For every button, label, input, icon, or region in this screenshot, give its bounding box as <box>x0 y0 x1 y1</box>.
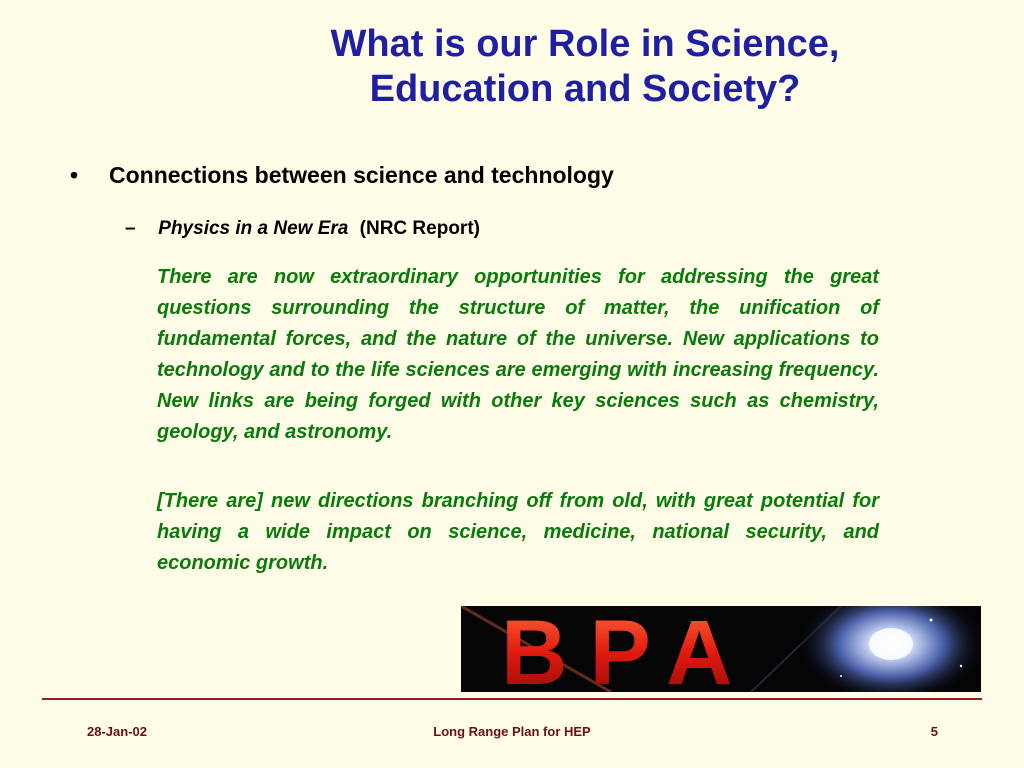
sub-bullet-dash: – <box>125 218 136 239</box>
bullet-text: Connections between science and technology <box>109 162 614 188</box>
report-title: Physics in a New Era <box>158 218 349 239</box>
footer-date: 28-Jan-02 <box>87 724 147 739</box>
page-number: 5 <box>930 724 938 739</box>
footer-divider <box>42 698 982 700</box>
bpa-logo-text: BPA <box>501 606 755 692</box>
slide-title <box>150 22 1020 112</box>
report-source: (NRC Report) <box>359 218 480 239</box>
quote-paragraph-1: There are now extraordinary opportunities for addressing the great questions surrounding the structure of matter, the unification of fundamental forces, and the nature of the universe. New applications to technology and to the life sciences are emerging with increasing frequency. New links are being forged with other key sciences such as chemistry, geology, and astronomy. <box>157 266 879 443</box>
sub-bullet <box>125 218 480 240</box>
quote-paragraph-2: [There are] new directions branching off from old, with great potential for having a wide impact on science, medicine, national security, and economic growth. <box>157 490 879 574</box>
bpa-logo-graphic <box>461 606 981 692</box>
bullet-dot-icon: • <box>70 162 79 188</box>
bpa-logo <box>461 606 981 692</box>
title-line-2: Education and Society? <box>369 68 801 110</box>
footer-title: Long Range Plan for HEP <box>433 724 591 739</box>
title-line-1: What is our Role in Science, <box>330 23 840 65</box>
